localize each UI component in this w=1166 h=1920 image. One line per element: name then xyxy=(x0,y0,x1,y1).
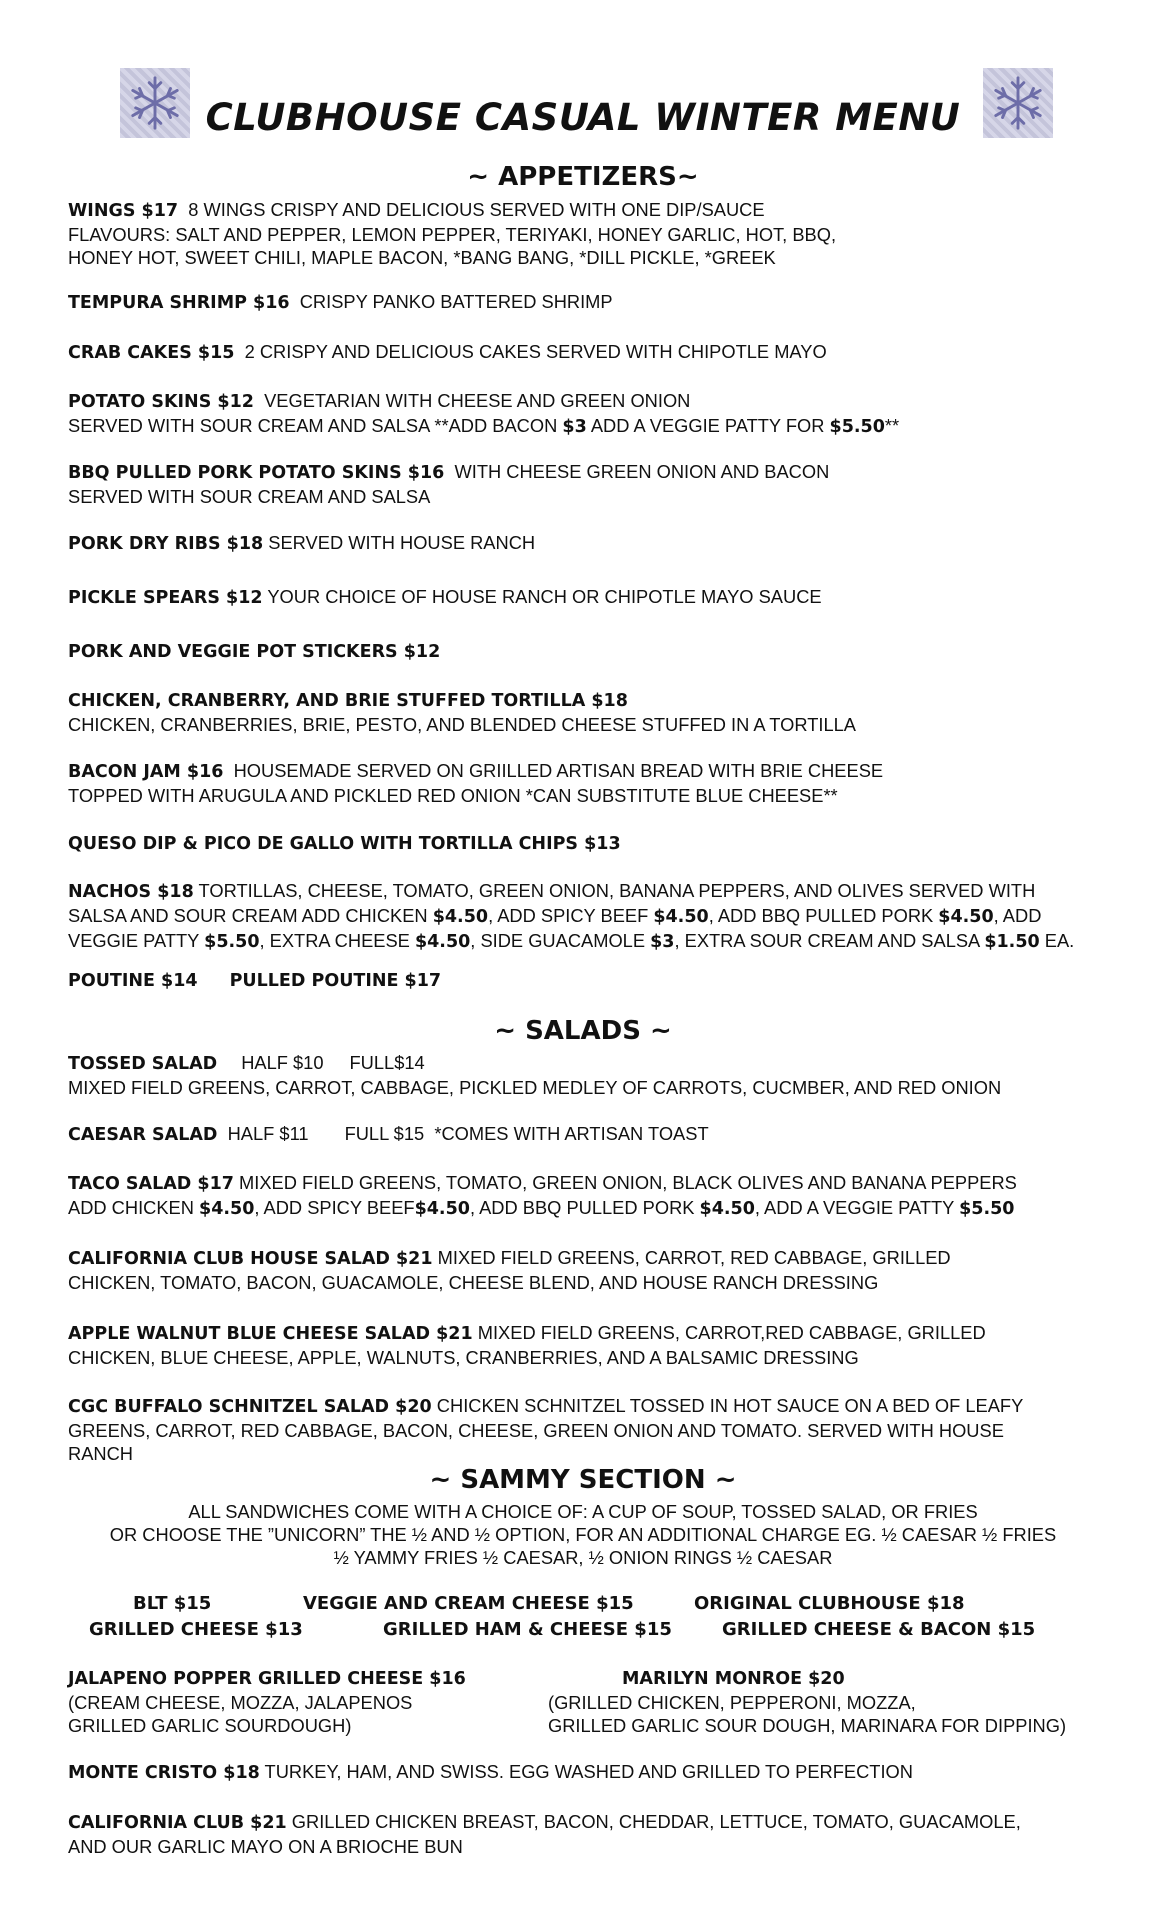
menu-item-potato-skins: POTATO SKINS $12 VEGETARIAN WITH CHEESE AND GREEN ONION SERVED WITH SOUR CREAM AND SALSA **ADD BACON $3 ADD A VEGGIE PATTY FOR $5.50** xyxy=(68,390,900,437)
menu-item-blt: BLT $15 xyxy=(133,1593,212,1614)
menu-item-bacon-jam: BACON JAM $16 HOUSEMADE SERVED ON GRIILLED ARTISAN BREAD WITH BRIE CHEESE TOPPED WITH ARUGULA AND PICKLED RED ONION *CAN SUBSTITUTE BLUE CHEESE** xyxy=(68,760,884,806)
menu-item-crab-cakes: CRAB CAKES $15 2 CRISPY AND DELICIOUS CAKES SERVED WITH CHIPOTLE MAYO xyxy=(68,341,827,363)
menu-item-stuffed-tortilla: CHICKEN, CRANBERRY, AND BRIE STUFFED TORTILLA $18 CHICKEN, CRANBERRIES, BRIE, PESTO, AND BLENDED CHEESE STUFFED IN A TORTILLA xyxy=(68,691,856,735)
section-heading-sammy: ~ SAMMY SECTION ~ xyxy=(429,1465,737,1495)
menu-item-original-clubhouse: ORIGINAL CLUBHOUSE $18 xyxy=(694,1593,965,1614)
menu-item-caesar-salad: CAESAR SALAD HALF $11 FULL $15 *COMES WITH ARTISAN TOAST xyxy=(68,1123,709,1145)
menu-item-pickle-spears: PICKLE SPEARS $12 YOUR CHOICE OF HOUSE RANCH OR CHIPOTLE MAYO SAUCE xyxy=(68,586,822,608)
menu-item-california-club: CALIFORNIA CLUB $21 GRILLED CHICKEN BREAST, BACON, CHEDDAR, LETTUCE, TOMATO, GUACAMOLE, AND OUR GARLIC MAYO ON A BRIOCHE BUN xyxy=(68,1811,1021,1857)
menu-item-grilled-ham-cheese: GRILLED HAM & CHEESE $15 xyxy=(383,1619,672,1640)
menu-item-grilled-cheese-bacon: GRILLED CHEESE & BACON $15 xyxy=(722,1619,1036,1640)
menu-item-buffalo-schnitzel-salad: CGC BUFFALO SCHNITZEL SALAD $20 CHICKEN SCHNITZEL TOSSED IN HOT SAUCE ON A BED OF LEAFY GREENS, CARROT, RED CABBAGE, BACON, CHEESE, GREEN ONION AND TOMATO. SERVED WITH HOUSE RANCH xyxy=(68,1395,1024,1464)
menu-item-nachos: NACHOS $18 TORTILLAS, CHEESE, TOMATO, GREEN ONION, BANANA PEPPERS, AND OLIVES SERVED WITH SALSA AND SOUR CREAM ADD CHICKEN $4.50, ADD SPICY BEEF $4.50, ADD BBQ PULLED PORK $4.50, ADD VEGGIE PATTY $5.50, EXTRA CHEESE $4.50, SIDE GUACAMOLE $3, EXTRA SOUR CREAM AND SALSA $1.50 EA. xyxy=(68,880,1075,952)
menu-item-marilyn-monroe: MARILYN MONROE $20 (GRILLED CHICKEN, PEPPERONI, MOZZA, GRILLED GARLIC SOUR DOUGH, MARINARA FOR DIPPING) xyxy=(548,1669,1067,1736)
menu-item-bbq-potato-skins: BBQ PULLED PORK POTATO SKINS $16 WITH CHEESE GREEN ONION AND BACON SERVED WITH SOUR CREAM AND SALSA xyxy=(68,461,830,507)
menu-item-wings: WINGS $17 8 WINGS CRISPY AND DELICIOUS SERVED WITH ONE DIP/SAUCE FLAVOURS: SALT AND PEPPER, LEMON PEPPER, TERIYAKI, HONEY GARLIC, HOT, BBQ, HONEY HOT, SWEET CHILI, MAPLE BACON, *BANG BANG, *DILL PICKLE, *GREEK xyxy=(68,199,837,268)
menu-item-pork-dry-ribs: PORK DRY RIBS $18 SERVED WITH HOUSE RANCH xyxy=(68,532,536,554)
menu-item-monte-cristo: MONTE CRISTO $18 TURKEY, HAM, AND SWISS. EGG WASHED AND GRILLED TO PERFECTION xyxy=(68,1761,913,1783)
menu-item-tempura-shrimp: TEMPURA SHRIMP $16 CRISPY PANKO BATTERED SHRIMP xyxy=(68,291,613,313)
menu-item-queso-dip: QUESO DIP & PICO DE GALLO WITH TORTILLA CHIPS $13 xyxy=(68,834,621,854)
menu-item-grilled-cheese: GRILLED CHEESE $13 xyxy=(89,1619,303,1640)
menu-item-pot-stickers: PORK AND VEGGIE POT STICKERS $12 xyxy=(68,642,441,662)
menu-item-tossed-salad: TOSSED SALAD HALF $10 FULL$14 MIXED FIELD GREENS, CARROT, CABBAGE, PICKLED MEDLEY OF CARROTS, CUCMBER, AND RED ONION xyxy=(68,1052,1002,1098)
menu-item-california-salad: CALIFORNIA CLUB HOUSE SALAD $21 MIXED FIELD GREENS, CARROT, RED CABBAGE, GRILLED CHICKEN, TOMATO, BACON, GUACAMOLE, CHEESE BLEND, AND HOUSE RANCH DRESSING xyxy=(68,1247,951,1293)
menu-item-poutine: POUTINE $14 PULLED POUTINE $17 xyxy=(68,971,442,991)
menu-item-veggie-cream-cheese: VEGGIE AND CREAM CHEESE $15 xyxy=(303,1593,634,1614)
menu-item-apple-walnut-salad: APPLE WALNUT BLUE CHEESE SALAD $21 MIXED FIELD GREENS, CARROT,RED CABBAGE, GRILLED CHICKEN, BLUE CHEESE, APPLE, WALNUTS, CRANBERRIES, AND A BALSAMIC DRESSING xyxy=(68,1322,986,1368)
section-heading-salads: ~ SALADS ~ xyxy=(494,1016,672,1046)
menu-item-taco-salad: TACO SALAD $17 MIXED FIELD GREENS, TOMATO, GREEN ONION, BLACK OLIVES AND BANANA PEPPERS ADD CHICKEN $4.50, ADD SPICY BEEF$4.50, ADD BBQ PULLED PORK $4.50, ADD A VEGGIE PATTY $5.50 xyxy=(68,1172,1017,1219)
sammy-intro: ALL SANDWICHES COME WITH A CHOICE OF: A CUP OF SOUP, TOSSED SALAD, OR FRIES OR CHOOSE THE ”UNICORN” THE ½ AND ½ OPTION, FOR AN ADDITIONAL CHARGE EG. ½ CAESAR ½ FRIES ½ YAMMY FRIES ½ CAESAR, ½ ONION RINGS ½ CAESAR xyxy=(109,1501,1057,1568)
page-title: CLUBHOUSE CASUAL WINTER MENU xyxy=(205,96,961,139)
menu-item-jalapeno-popper: JALAPENO POPPER GRILLED CHEESE $16 (CREAM CHEESE, MOZZA, JALAPENOS GRILLED GARLIC SOURDOUGH) xyxy=(68,1669,466,1736)
section-heading-appetizers: ~ APPETIZERS~ xyxy=(467,162,699,192)
